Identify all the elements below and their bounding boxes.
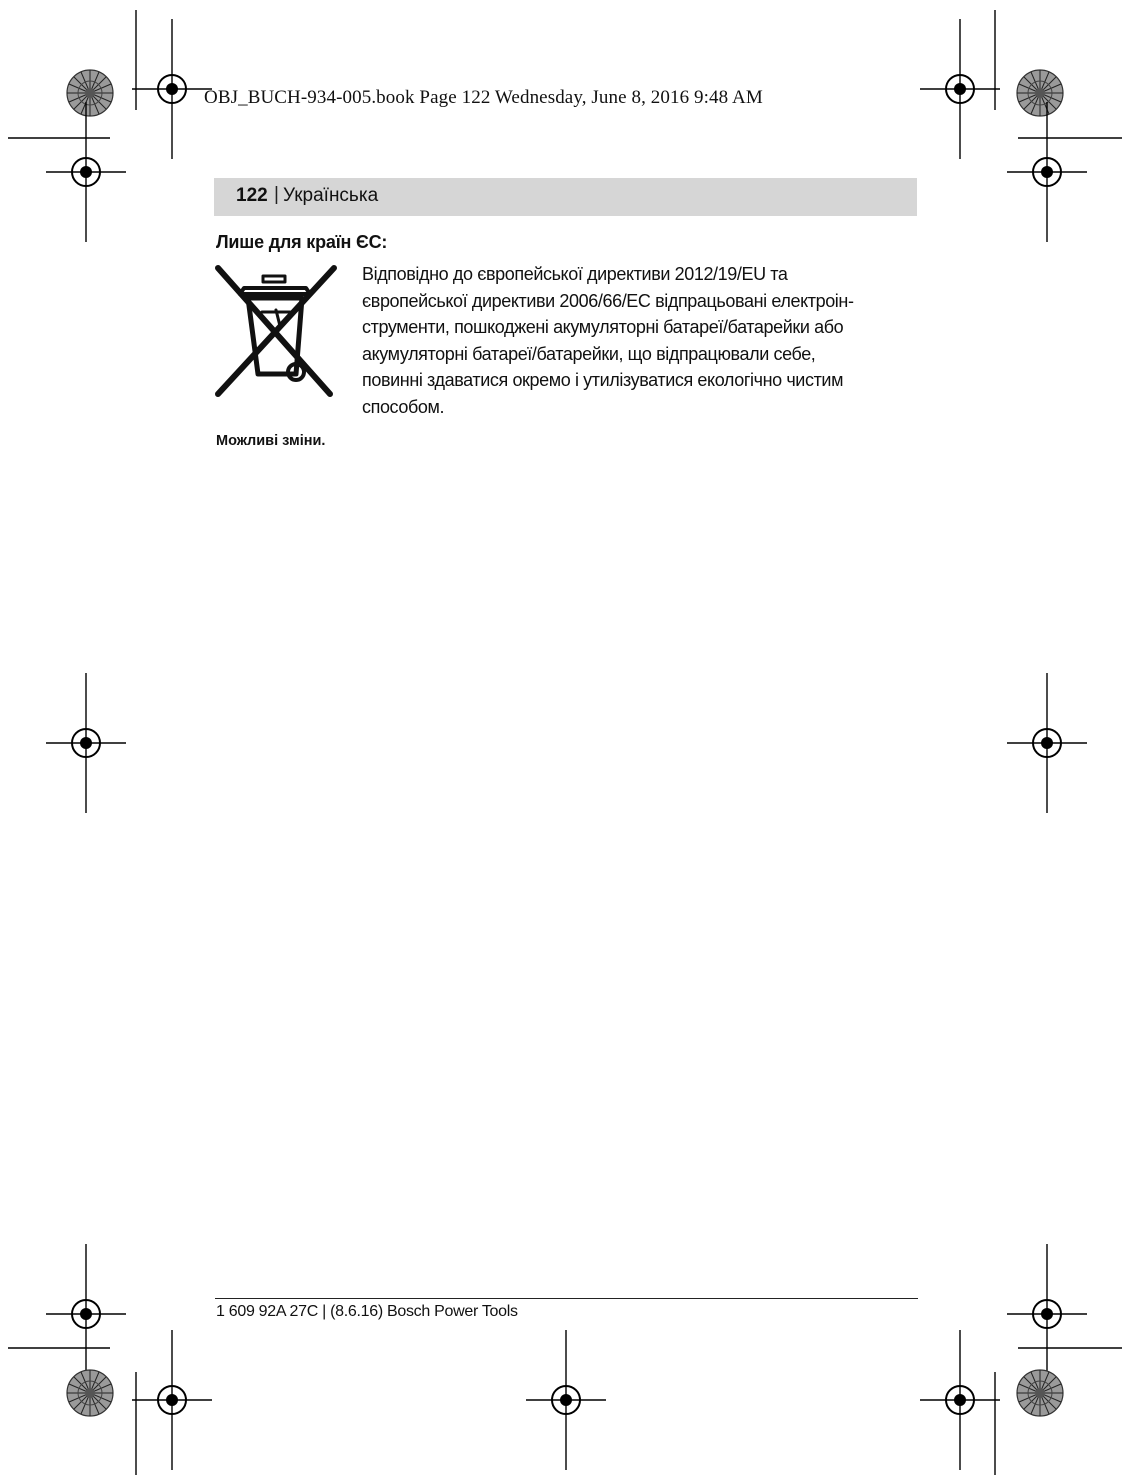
registration-target <box>46 102 126 242</box>
color-wheel-top-right <box>1017 70 1063 116</box>
footer-text: 1 609 92A 27C | (8.6.16) Bosch Power Tools <box>216 1303 518 1320</box>
paragraph-line: струменти, пошкоджені акумуляторні батареї/батарейки або <box>362 317 844 337</box>
paragraph-line: європейської директиви 2006/66/EC відпрацьовані електроін- <box>362 290 854 311</box>
disposal-paragraph <box>362 261 922 420</box>
color-wheel-bottom-left <box>67 1370 113 1416</box>
color-wheel-top-left <box>67 70 113 116</box>
page-number: 122 <box>236 185 268 206</box>
registration-target <box>1007 102 1087 242</box>
registration-target <box>1007 673 1087 813</box>
registration-target <box>1007 1244 1087 1384</box>
section-heading: Лише для країн ЄС: <box>216 232 388 252</box>
registration-target <box>46 1244 126 1384</box>
registration-target <box>132 19 212 159</box>
registration-target <box>526 1330 606 1470</box>
paragraph-line: повинні здаватися окремо і утилізуватися екологічно чистим <box>362 370 844 390</box>
registration-target <box>920 1330 1000 1470</box>
registration-target <box>46 673 126 813</box>
section-title: Українська <box>283 185 379 206</box>
color-wheel-bottom-right <box>1017 1370 1063 1416</box>
crossed-out-wheelie-bin-icon <box>214 264 338 400</box>
header-separator: | <box>274 184 279 205</box>
footer-divider <box>215 1298 918 1299</box>
paragraph-line: способом. <box>362 396 445 417</box>
paragraph-line: акумуляторні батареї/батарейки, що відпрацювали себе, <box>362 343 816 364</box>
paragraph-line: Відповідно до європейської директиви 2012/19/EU та <box>362 264 788 284</box>
print-slug-line: OBJ_BUCH-934-005.book Page 122 Wednesday, June 8, 2016 9:48 AM <box>204 87 763 108</box>
subject-to-change-note: Можливі зміни. <box>216 433 326 449</box>
registration-target <box>132 1330 212 1470</box>
registration-target <box>920 19 1000 159</box>
